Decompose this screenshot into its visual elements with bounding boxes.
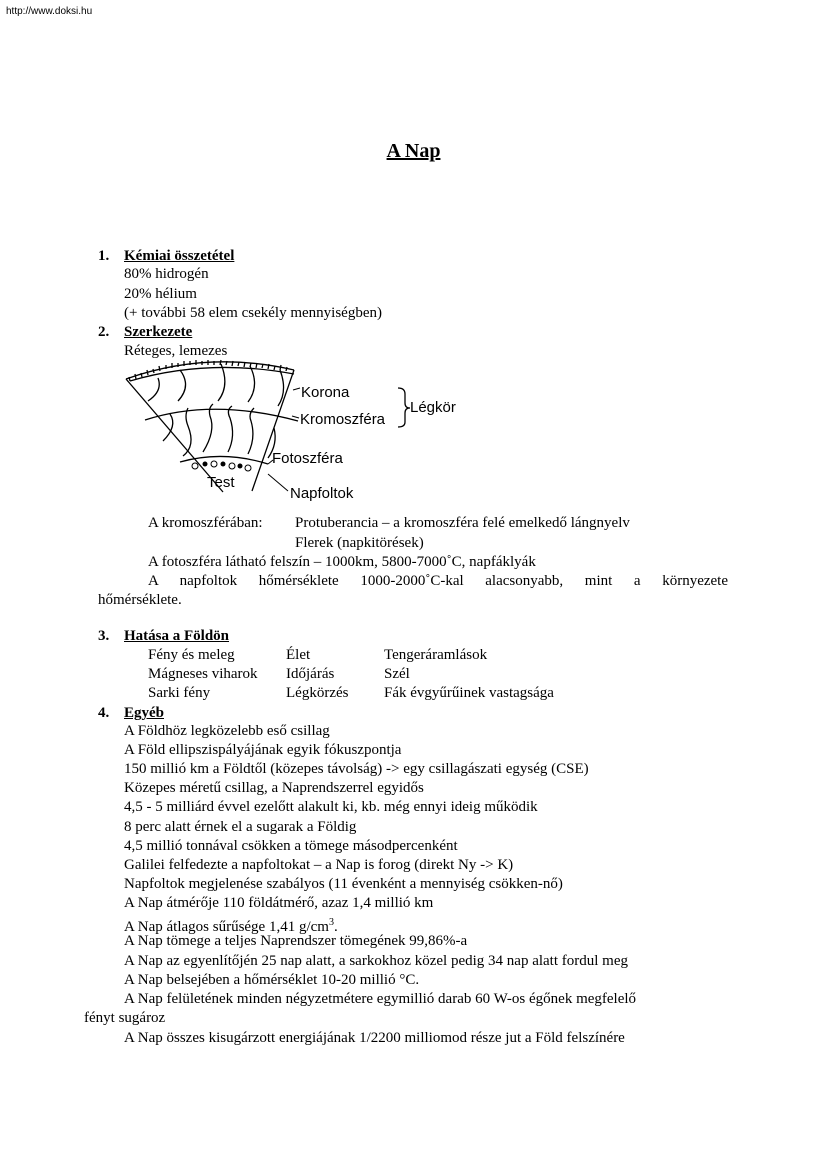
effects-cell: Sarki fény [148,685,211,701]
fact-line: Napfoltok megjelenése szabályos (11 évenként a mennyiség csökken-nő) [124,876,563,892]
fact-line: A Nap tömege a teljes Naprendszer tömegének 99,86%-a [124,933,468,949]
napfolt-line: A napfoltok hőmérséklete 1000-2000˚C-kal alacsonyabb, mint a környezete [148,573,728,589]
effects-cell: Fák évgyűrűinek vastagsága [384,685,554,701]
source-url[interactable]: http://www.doksi.hu [6,6,93,17]
effects-cell: Fény és meleg [148,647,235,663]
effects-cell: Szél [384,666,410,682]
effects-cell: Mágneses viharok [148,666,258,682]
fotoszfera-line: A fotoszféra látható felszín – 1000km, 5800-7000˚C, napfáklyák [148,554,536,570]
section-1-line: 80% hidrogén [124,266,209,282]
section-2-line: Réteges, lemezes [124,343,228,359]
effects-cell: Tengeráramlások [384,647,488,663]
fact-line: A Nap belsejében a hőmérséklet 10-20 millió °C. [124,972,420,988]
section-1-heading: Kémiai összetétel [124,248,235,264]
fact-line: Közepes méretű csillag, a Naprendszerrel egyidős [124,780,424,796]
effects-cell: Élet [286,647,311,663]
effects-cell: Légkörzés [286,685,349,701]
density-text: A Nap átlagos sűrűsége 1,41 g/cm [124,919,329,935]
fact-line: A Nap összes kisugárzott energiájának 1/2200 milliomod része jut a Föld felszínére [124,1030,625,1046]
label-napfoltok: Napfoltok [290,485,354,502]
label-test: Test [207,474,235,491]
label-legkor: Légkör [410,399,456,416]
kromoszfera-item: Protuberancia – a kromoszféra felé emelkedő lángnyelv [295,515,630,531]
kromoszfera-label: A kromoszférában: [148,515,263,531]
fact-line: 4,5 - 5 milliárd évvel ezelőtt alakult ki, kb. még ennyi ideig működik [124,799,538,815]
fact-line: 4,5 millió tonnával csökken a tömege másodpercenként [124,838,458,854]
section-2-heading: Szerkezete [124,324,193,340]
fact-line: A Nap felületének minden négyzetmétere egymillió darab 60 W-os égőnek megfelelő [124,991,637,1007]
effects-cell: Időjárás [286,666,335,682]
fact-line: A Nap az egyenlítőjén 25 nap alatt, a sarkokhoz közel pedig 34 nap alatt fordul meg [124,953,629,969]
label-fotoszfera: Fotoszféra [272,450,343,467]
section-4-heading: Egyéb [124,705,165,721]
fact-line: A Föld ellipszispályájának egyik fókuszpontja [124,742,402,758]
fact-line: 8 perc alatt érnek el a sugarak a Földig [124,819,357,835]
fact-line-end: fényt sugároz [84,1010,166,1026]
section-1-line: 20% hélium [124,286,197,302]
page-title: A Nap [386,140,441,162]
section-3-number: 3. [98,628,110,644]
sun-structure-diagram [118,356,478,506]
section-1-number: 1. [98,248,110,264]
section-1-line: (+ további 58 elem csekély mennyiségben) [124,305,382,321]
density-end: . [333,919,338,935]
fact-line: Galilei felfedezte a napfoltokat – a Nap is forog (direkt Ny -> K) [124,857,514,873]
kromoszfera-item: Flerek (napkitörések) [295,535,424,551]
section-3-heading: Hatása a Földön [124,628,230,644]
section-2-number: 2. [98,324,110,340]
label-korona: Korona [301,384,350,401]
fact-line: A Nap átmérője 110 földátmérő, azaz 1,4 millió km [124,895,434,911]
fact-line: A Földhöz legközelebb eső csillag [124,723,330,739]
napfolt-line-end: hőmérséklete. [98,592,182,608]
fact-line: 150 millió km a Földtől (közepes távolság) -> egy csillagászati egység (CSE) [124,761,589,777]
section-4-number: 4. [98,705,110,721]
density-exponent: 3 [328,917,334,928]
label-kromoszfera: Kromoszféra [300,411,386,428]
